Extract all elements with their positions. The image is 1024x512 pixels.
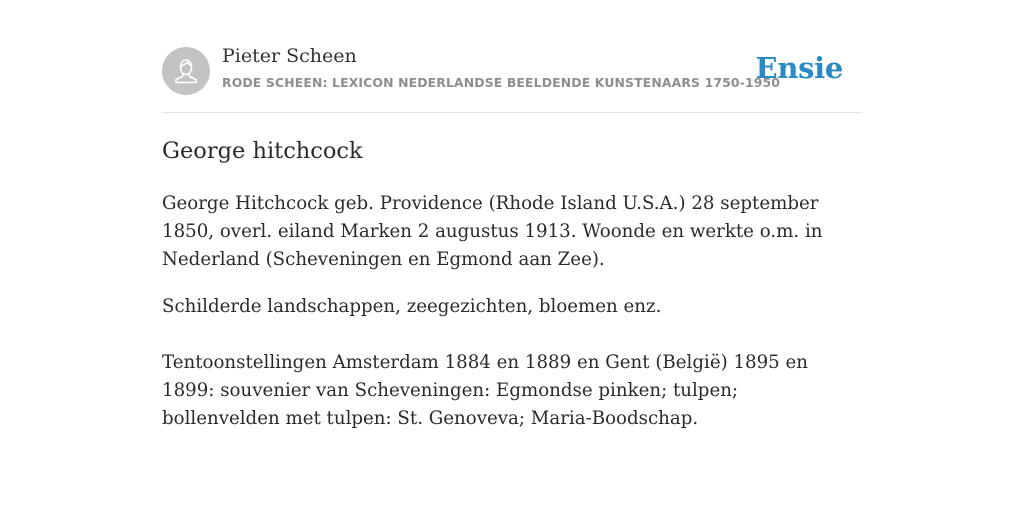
ensie-logo[interactable]: Ensie	[755, 51, 843, 85]
article-paragraph-2: Schilderde landschappen, zeegezichten, bloemen enz.	[162, 296, 662, 317]
article-title: George hitchcock	[162, 138, 363, 164]
article-card	[162, 0, 862, 429]
user-icon	[162, 47, 210, 95]
author-name[interactable]: Pieter Scheen	[222, 45, 357, 67]
article-paragraph-3: Tentoonstellingen Amsterdam 1884 en 1889 en Gent (België) 1895 en 1899: souvenier van Scheveningen: Egmondse pinken; tulpen; bollenvelden met tulpen: St. Genoveva; Maria-Boodschap.	[162, 352, 809, 429]
article-header	[162, 0, 862, 113]
source-title[interactable]: RODE SCHEEN: LEXICON NEDERLANDSE BEELDENDE KUNSTENAARS 1750-1950	[222, 75, 781, 90]
avatar[interactable]	[162, 47, 210, 95]
article-paragraph-1: George Hitchcock geb. Providence (Rhode Island U.S.A.) 28 september 1850, overl. eiland Marken 2 augustus 1913. Woonde en werkte o.m. in Nederland (Scheveningen en Egmond aan Zee).	[162, 193, 823, 270]
